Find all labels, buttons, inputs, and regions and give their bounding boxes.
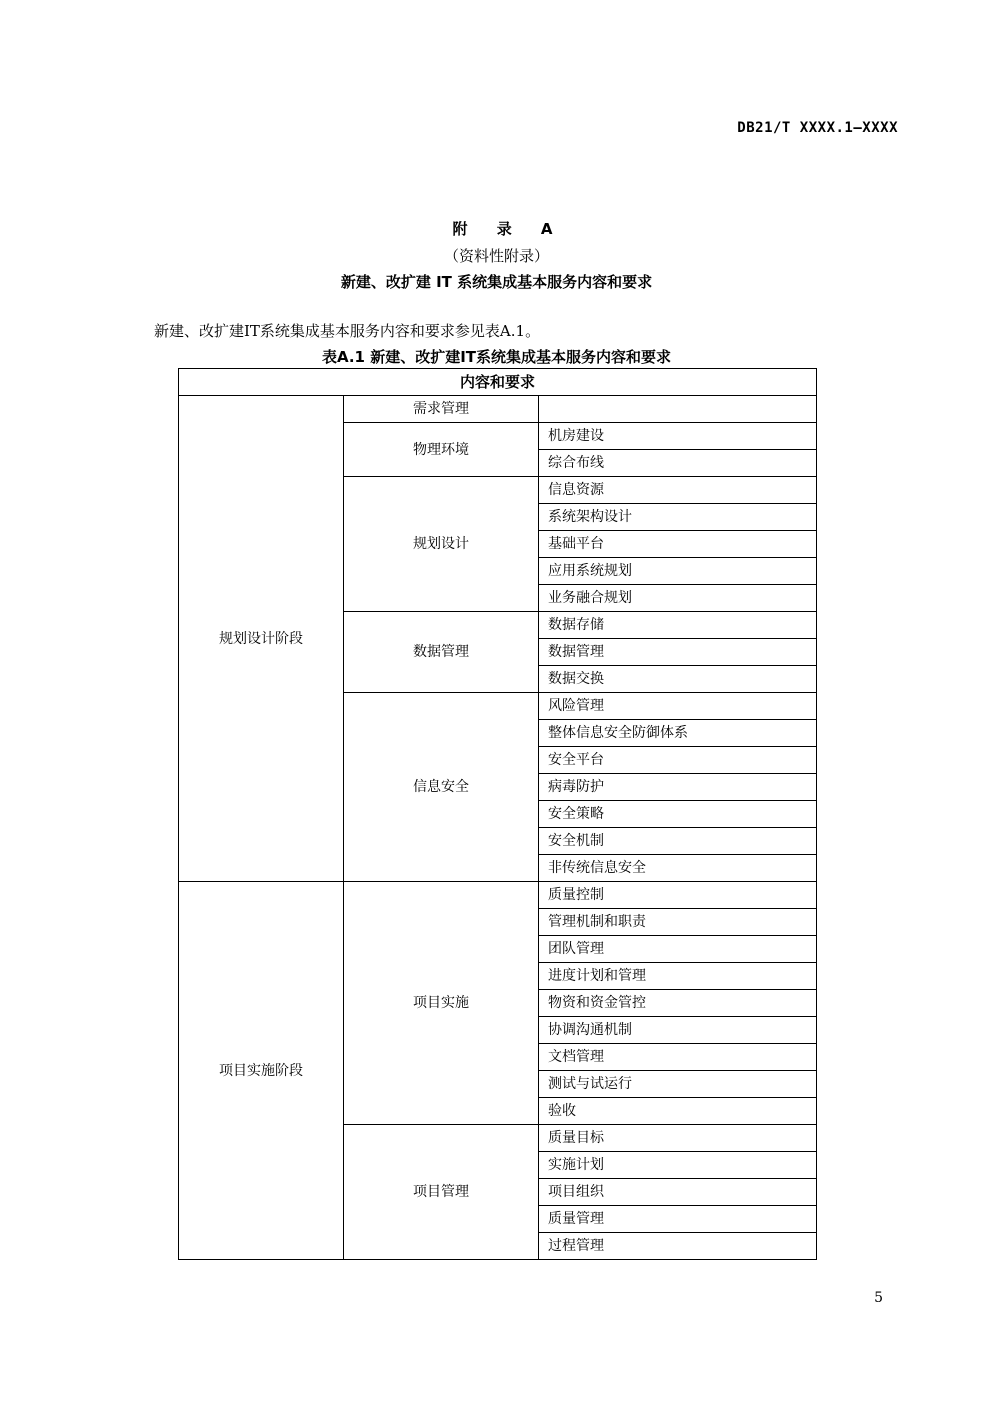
item-cell: 团队管理 [539,936,817,963]
item-cell: 业务融合规划 [539,585,817,612]
document-code: DB21/T XXXX.1—XXXX [737,120,898,136]
item-cell: 数据交换 [539,666,817,693]
item-cell: 验收 [539,1098,817,1125]
item-cell: 安全策略 [539,801,817,828]
category-cell: 数据管理 [344,612,539,693]
category-cell: 物理环境 [344,423,539,477]
table-header-row [179,369,817,396]
item-cell: 综合布线 [539,450,817,477]
category-cell: 项目实施 [344,882,539,1125]
item-cell: 机房建设 [539,423,817,450]
page-number: 5 [874,1290,883,1306]
item-cell: 安全机制 [539,828,817,855]
item-cell: 质量控制 [539,882,817,909]
item-cell: 安全平台 [539,747,817,774]
category-cell: 规划设计 [344,477,539,612]
item-cell: 应用系统规划 [539,558,817,585]
category-cell: 信息安全 [344,693,539,882]
item-cell: 物资和资金管控 [539,990,817,1017]
item-cell: 质量目标 [539,1125,817,1152]
category-cell: 项目管理 [344,1125,539,1260]
stage-cell: 项目实施阶段 [179,882,344,1260]
item-cell: 数据存储 [539,612,817,639]
item-cell: 过程管理 [539,1233,817,1260]
item-cell: 协调沟通机制 [539,1017,817,1044]
item-cell: 质量管理 [539,1206,817,1233]
item-cell: 进度计划和管理 [539,963,817,990]
item-cell: 管理机制和职责 [539,909,817,936]
table-row [179,882,817,909]
stage-cell: 规划设计阶段 [179,396,344,882]
item-cell: 病毒防护 [539,774,817,801]
annex-title: 附 录 A [452,220,565,238]
item-cell: 测试与试运行 [539,1071,817,1098]
item-cell: 整体信息安全防御体系 [539,720,817,747]
annex-heading: 新建、改扩建 IT 系统集成基本服务内容和要求 [340,273,653,291]
item-cell: 实施计划 [539,1152,817,1179]
item-cell: 数据管理 [539,639,817,666]
item-cell: 基础平台 [539,531,817,558]
item-cell: 项目组织 [539,1179,817,1206]
item-cell: 信息资源 [539,477,817,504]
table-header-cell: 内容和要求 [179,369,817,396]
table-body [179,369,817,1260]
intro-paragraph: 新建、改扩建IT系统集成基本服务内容和要求参见表A.1。 [154,322,541,340]
annex-subtitle: （资料性附录） [443,247,549,265]
item-cell: 非传统信息安全 [539,855,817,882]
item-cell: 风险管理 [539,693,817,720]
item-cell: 系统架构设计 [539,504,817,531]
service-content-table [178,368,817,1260]
table-row [179,396,817,423]
item-cell [539,396,817,423]
category-cell: 需求管理 [344,396,539,423]
item-cell: 文档管理 [539,1044,817,1071]
table-caption: 表A.1 新建、改扩建IT系统集成基本服务内容和要求 [321,348,672,366]
